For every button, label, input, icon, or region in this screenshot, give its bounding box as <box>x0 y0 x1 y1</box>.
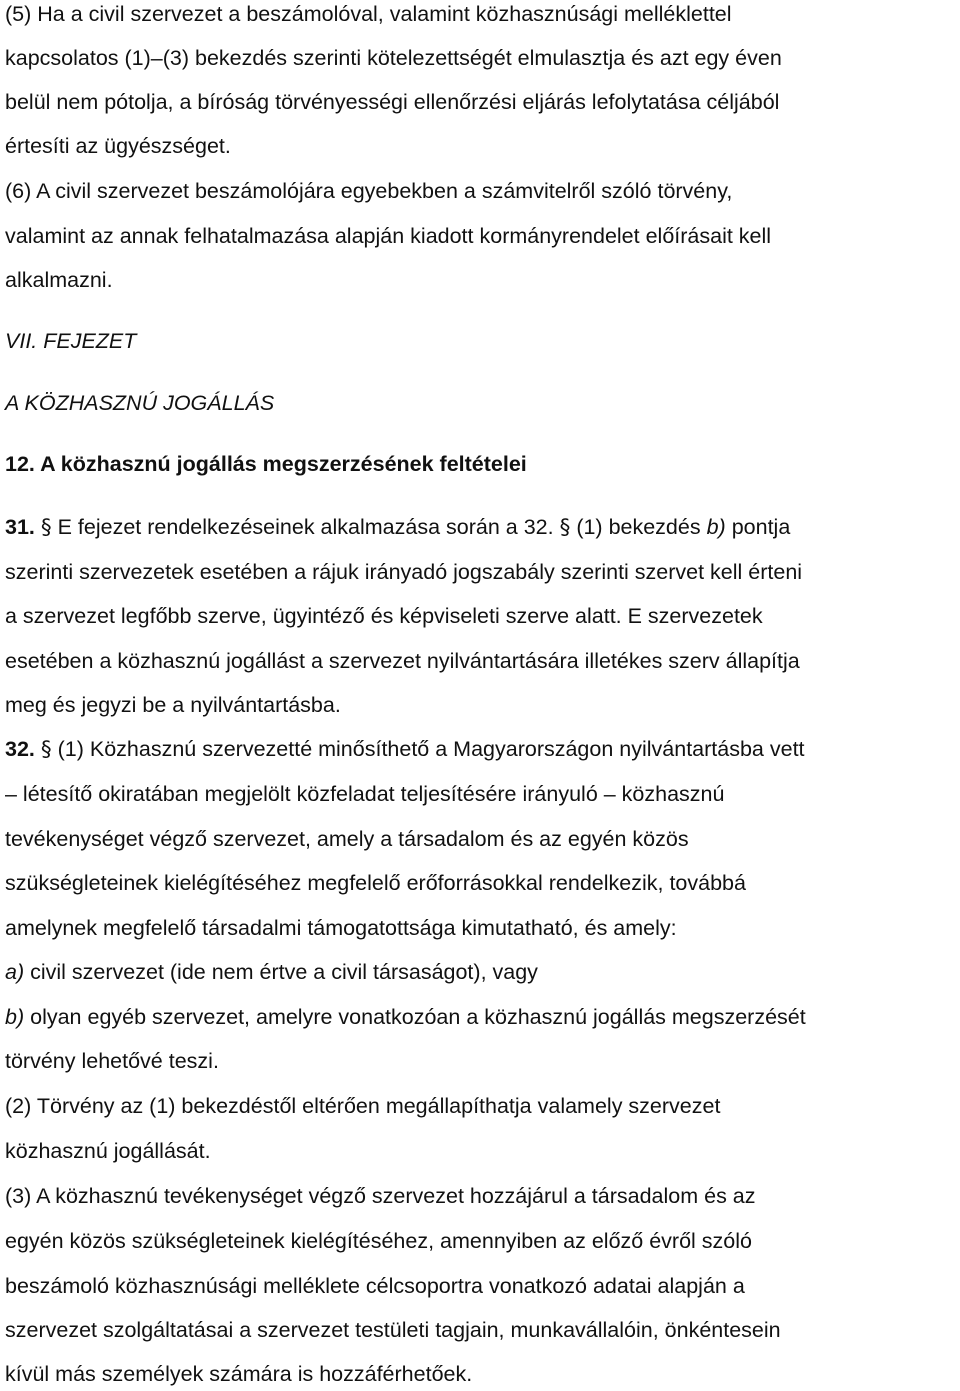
para3-line4: szervezet szolgáltatásai a szervezet testületi tagjain, munkavállalóin, önkéntesein <box>5 1318 781 1342</box>
section-31-number: 31. <box>5 515 35 539</box>
point-b-label: b) <box>5 1005 25 1029</box>
para5-line4: értesíti az ügyészséget. <box>5 134 231 158</box>
section-32-line4: szükségleteinek kielégítéséhez megfelelő erőforrásokkal rendelkezik, továbbá <box>5 871 746 895</box>
section-31-line5: meg és jegyzi be a nyilvántartásba. <box>5 693 341 717</box>
chapter-title: A KÖZHASZNÚ JOGÁLLÁS <box>5 391 275 415</box>
section-sign: § <box>40 737 52 762</box>
para5-line1: (5) Ha a civil szervezet a beszámolóval, valamint közhasznúsági melléklettel <box>5 2 732 26</box>
section-31-text: E fejezet rendelkezéseinek alkalmazása során a 32. <box>57 515 554 539</box>
section-31-line2: szerinti szervezetek esetében a rájuk irányadó jogszabály szerinti szervet kell érteni <box>5 560 803 584</box>
para3-line5: kívül más személyek számára is hozzáférhetőek. <box>5 1362 473 1386</box>
section-31-line4: esetében a közhasznú jogállást a szervezet nyilvántartására illetékes szerv állapítja <box>5 649 800 673</box>
para6-line2: valamint az annak felhatalmazása alapján kiadott kormányrendelet előírásait kell <box>5 224 772 248</box>
point-b-continuation: törvény lehetővé teszi. <box>5 1049 219 1073</box>
chapter-number: VII. FEJEZET <box>5 329 137 353</box>
point-a-label: a) <box>5 960 25 984</box>
section-32-line3: tevékenységet végző szervezet, amely a társadalom és az egyén közös <box>5 827 689 851</box>
section-subtitle: 12. A közhasznú jogállás megszerzésének feltételei <box>5 452 527 476</box>
section-sign: § <box>559 515 571 540</box>
para5-line2: kapcsolatos (1)–(3) bekezdés szerinti kötelezettségét elmulasztja és azt egy éven <box>5 46 782 70</box>
para3-line1: (3) A közhasznú tevékenységet végző szervezet hozzájárul a társadalom és az <box>5 1184 756 1208</box>
section-sign: § <box>40 515 52 540</box>
section-32-line5: amelynek megfelelő társadalmi támogatottsága kimutatható, és amely: <box>5 916 677 940</box>
section-32-line2: – létesítő okiratában megjelölt közfeladat teljesítésére irányuló – közhasznú <box>5 782 725 806</box>
section-32-line1 <box>5 735 958 764</box>
section-31-line1 <box>5 513 958 542</box>
para3-line3: beszámoló közhasznúsági melléklete célcsoportra vonatkozó adatai alapján a <box>5 1274 745 1298</box>
section-31-text: pontja <box>731 515 791 539</box>
section-31-text: (1) bekezdés <box>576 515 701 539</box>
para6-line3: alkalmazni. <box>5 268 113 292</box>
point-a <box>5 958 958 986</box>
section-31-line3: a szervezet legfőbb szerve, ügyintéző és képviseleti szerve alatt. E szervezetek <box>5 604 763 628</box>
para2-line1: (2) Törvény az (1) bekezdéstől eltérően megállapíthatja valamely szervezet <box>5 1094 721 1118</box>
point-b-text: olyan egyéb szervezet, amelyre vonatkozóan a közhasznú jogállás megszerzését <box>30 1005 806 1029</box>
point-b <box>5 1003 958 1031</box>
section-32-text: (1) Közhasznú szervezetté minősíthető a Magyarországon nyilvántartásba vett <box>57 737 805 761</box>
para2-line2: közhasznú jogállását. <box>5 1139 211 1163</box>
para6-line1: (6) A civil szervezet beszámolójára egyebekben a számvitelről szóló törvény, <box>5 179 733 203</box>
para3-line2: egyén közös szükségleteinek kielégítéséhez, amennyiben az előző évről szóló <box>5 1229 752 1253</box>
point-a-text: civil szervezet (ide nem értve a civil társaságot), vagy <box>30 960 538 984</box>
section-32-number: 32. <box>5 737 35 761</box>
section-31-point-ref: b) <box>706 515 726 539</box>
para5-line3: belül nem pótolja, a bíróság törvényességi ellenőrzési eljárás lefolytatása céljából <box>5 90 780 114</box>
